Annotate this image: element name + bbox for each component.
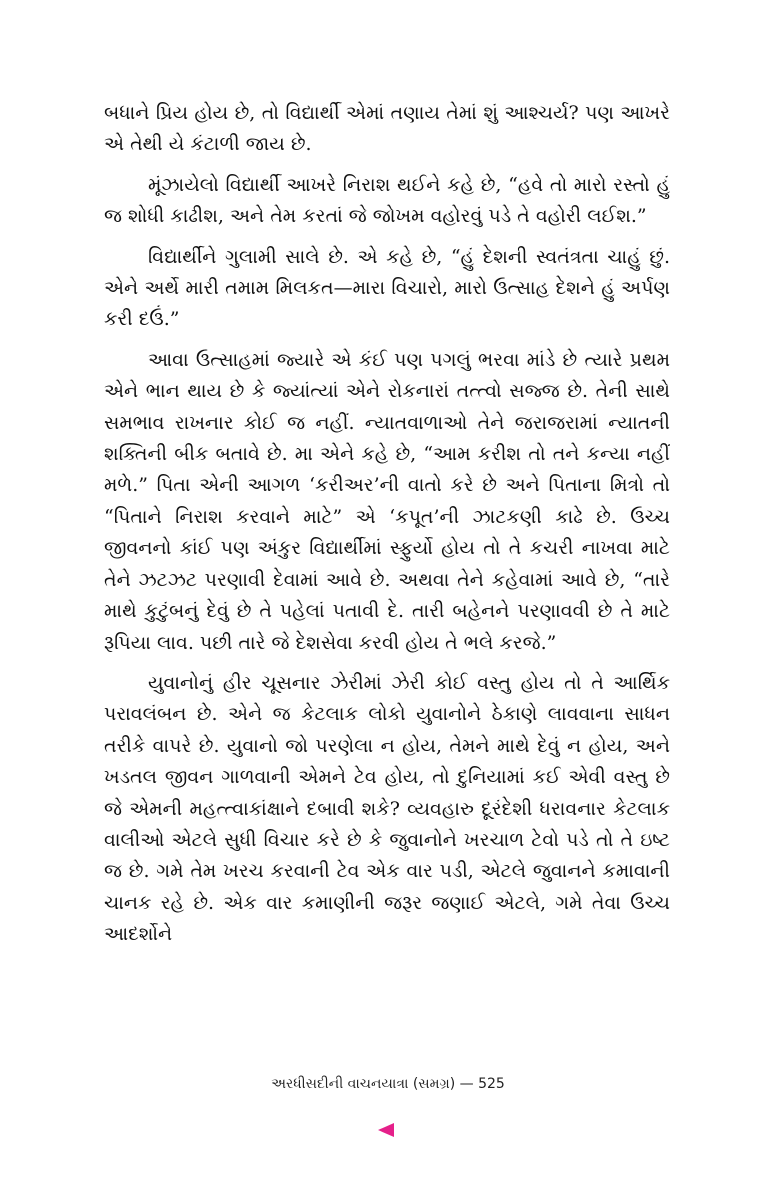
paragraph-4: આવા ઉત્સાહમાં જ્યારે એ કંઈ પણ પગલું ભરવા માંડે છે ત્યારે પ્રથમ એને ભાન થાય છે કે જ્યાંત્યાં એને રોકનારાં તત્ત્વો સજ્જ છે. તેની સાથે સમભાવ રાખનાર કોઈ જ નહીં. ન્યાતવાળાઓ તેને જરાજરામાં ન્યાતની શક્તિની બીક બતાવે છે. મા એને કહે છે, “આમ કરીશ તો તને કન્યા નહીં મળે.” પિતા એની આગળ ‘કરીઅર’ની વાતો કરે છે અને પિતાના મિત્રો તો “પિતાને નિરાશ કરવાને માટે” એ ‘કપૂત’ની ઝાટકણી કાઢે છે. ઉચ્ચ જીવનનો કાંઈ પણ અંકુર વિદ્યાર્થીમાં સ્ફુર્યો હોય તો તે કચરી નાખવા માટે તેને ઝટઝટ પરણાવી દેવામાં આવે છે. અથવા તેને કહેવામાં આવે છે, “તારે માથે કુટુંબનું દેવું છે તે પહેલાં પતાવી દે. તારી બહેનને પરણાવવી છે તે માટે રૂપિયા લાવ. પછી તારે જે દેશસેવા કરવી હોય તે ભલે કરજે.” [104, 348, 670, 654]
paragraph-1: બધાને પ્રિય હોય છે, તો વિદ્યાર્થી એમાં તણાય તેમાં શું આશ્ચર્ય? પણ આખરે એ તેથી યે કંટાળી જાય છે. [104, 102, 670, 156]
page-footer: અરધીસદીની વાચનયાત્રા (સમગ્ર) — 525 [271, 1076, 505, 1092]
paragraph-2: મૂંઝાયેલો વિદ્યાર્થી આખરે નિરાશ થઈને કહે છે, “હવે તો મારો રસ્તો હું જ શોધી કાઢીશ, અને તેમ કરતાં જે જોખમ વહોરવું પડે તે વહોરી લઈશ.” [104, 173, 670, 228]
paragraph-5: યુવાનોનું હીર ચૂસનાર ઝેરીમાં ઝેરી કોઈ વસ્તુ હોય તો તે આર્થિક પરાવલંબન છે. એને જ કેટલાક લોકો યુવાનોને ઠેકાણે લાવવાના સાધન તરીકે વાપરે છે. યુવાનો જો પરણેલા ન હોય, તેમને માથે દેવું ન હોય, અને ખડતલ જીવન ગાળવાની એમને ટેવ હોય, તો દુનિયામાં કઈ એવી વસ્તુ છે જે એમની મહત્ત્વાકાંક્ષાને દબાવી શકે? વ્યવહારુ દૂરંદેશી ધરાવનાર કેટલાક વાલીઓ એટલે સુધી વિચાર કરે છે કે જુવાનોને ખરચાળ ટેવો પડે તો તે ઇષ્ટ જ છે. ગમે તેમ ખરચ કરવાની ટેવ એક વાર પડી, એટલે જુવાનને કમાવાની ચાનક રહે છે. એક વાર કમાણીની જરૂર જણાઈ એટલે, ગમે તેવા ઉચ્ચ આદર્શોને [104, 671, 670, 946]
paragraph-3: વિદ્યાર્થીને ગુલામી સાલે છે. એ કહે છે, “હું દેશની સ્વતંત્રતા ચાહું છું. એને અર્થે મારી તમામ મિલકત—મારા વિચારો, મારો ઉત્સાહ દેશને હું અર્પણ કરી દઉં.” [104, 245, 670, 331]
body-text [104, 98, 670, 960]
previous-page-arrow-icon[interactable] [378, 1123, 394, 1137]
